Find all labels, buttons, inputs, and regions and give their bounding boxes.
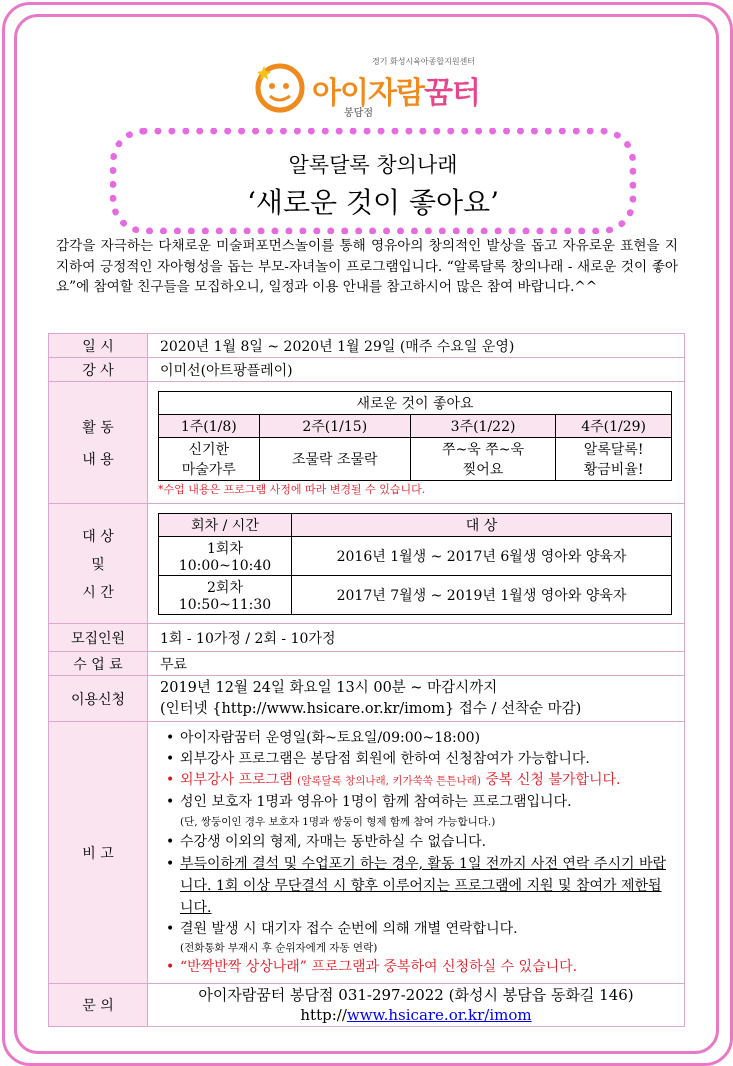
session-1: 1회차 10:00~10:40 [159,536,292,575]
activity-2: 조물락 조물락 [259,437,410,480]
activity-content [148,382,685,504]
logo-branch: 봉담점 [344,108,373,119]
week-1: 1주(1/8) [159,414,260,437]
row-target [49,504,685,624]
apply-label: 이용신청 [49,676,148,722]
info-table [48,333,685,1027]
row-recruit [49,624,685,652]
child-face-icon [252,58,308,114]
apply-value: 2019년 12월 24일 화요일 13시 00분 ~ 마감시까지 (인터넷 {http://www.hsicare.or.kr/imom} 접수 / 선착순 마감) [148,676,685,722]
program-title: ‘새로운 것이 좋아요’ [247,186,499,219]
remark-5: • 수강생 이외의 형제, 자매는 동반하실 수 없습니다. [162,832,674,853]
remark-6: • 부득이하게 결석 및 수업포기 하는 경우, 활동 1일 전까지 사전 연락 주시기 바랍니다. 1회 이상 무단결석 시 향후 이루어지는 프로그램에 지원 및 참여가 제한됩니다. [162,853,674,919]
contact-value: 아이자람꿈터 봉담점 031-297-2022 (화성시 봉담읍 동화길 146) http://www.hsicare.or.kr/imom [148,984,685,1027]
intro-text: 감각을 자극하는 다채로운 미술퍼포먼스놀이를 통해 영유아의 창의적인 발상을 돕고 자유로운 표현을 지지하여 긍정적인 자아형성을 돕는 부모-자녀놀이 프로그램입니다. “알록달록 창의나래 - 새로운 것이 좋아요”에 참여할 친구들을 모집하오니, 일정과 이용 안내를 참고하시어 많은 참여 바랍니다.^^ [56,238,678,295]
week-4: 4주(1/29) [556,414,672,437]
remarks-content [148,722,685,984]
row-remarks [49,722,685,984]
date-label: 일 시 [49,334,148,358]
contact-line: 아이자람꿈터 봉담점 031-297-2022 (화성시 봉담읍 동화길 146) [198,986,634,1004]
remarks-label: 비 고 [49,722,148,984]
target-content [148,504,685,624]
recruit-label: 모집인원 [49,624,148,652]
activity-1: 신기한 마술가루 [159,437,260,480]
logo-org-text: 경기 화성시육아종합지원센터 [372,57,476,66]
instructor-label: 강 사 [49,358,148,382]
fee-label: 수 업 료 [49,652,148,676]
remark-7: • 결원 발생 시 대기자 접수 순번에 의해 개별 연락합니다. (전화통화 부재시 후 순위자에게 자동 연락) [162,919,674,957]
session-header: 회차 / 시간 [159,513,292,536]
activity-label: 활 동 내 용 [49,382,148,504]
activity-table-title: 새로운 것이 좋아요 [159,391,672,414]
row-date [49,334,685,358]
program-subtitle: 알록달록 창의나래 [288,153,458,177]
contact-label: 문 의 [49,984,148,1027]
row-contact [49,984,685,1027]
target-header: 대 상 [292,513,672,536]
activity-note: *수업 내용은 프로그램 사정에 따라 변경될 수 있습니다. [158,482,426,496]
week-2: 2주(1/15) [259,414,410,437]
logo-name: 아이자람꿈터 [312,76,480,111]
activity-4: 알록달록! 황금비율! [556,437,672,480]
logo [252,50,492,120]
target-1: 2016년 1월생 ~ 2017년 6월생 영아와 양육자 [292,536,672,575]
remark-2: • 외부강사 프로그램은 봉담점 회원에 한하여 신청참여가 가능합니다. [162,749,674,770]
fee-value: 무료 [148,652,685,676]
row-apply [49,676,685,722]
remark-1: • 아이자람꿈터 운영일(화~토요일/09:00~18:00) [162,728,674,749]
instructor-value: 이미선(아트팡플레이) [148,358,685,382]
target-2: 2017년 7월생 ~ 2019년 1월생 영아와 양육자 [292,575,672,614]
date-value: 2020년 1월 8일 ~ 2020년 1월 29일 (매주 수요일 운영) [148,334,685,358]
activity-3: 쭈~욱 쭈~욱 찢어요 [410,437,555,480]
remarks-list [162,728,674,978]
title-box [110,128,636,234]
remark-8: • “반짝반짝 상상나래” 프로그램과 중복하여 신청하실 수 있습니다. [162,957,674,978]
target-table [158,513,672,615]
target-label: 대 상 및 시 간 [49,504,148,624]
remark-3: • 외부강사 프로그램 (알록달록 창의나래, 키가쑥쑥 튼튼나래) 중복 신청 불가합니다. [162,770,674,792]
row-activity [49,382,685,504]
contact-url-link[interactable]: www.hsicare.or.kr/imom [346,1006,532,1024]
remark-4: • 성인 보호자 1명과 영유아 1명이 함께 참여하는 프로그램입니다. (단, 쌍둥이인 경우 보호자 1명과 쌍둥이 형제 함께 참여 가능합니다.) [162,792,674,832]
session-2: 2회차 10:50~11:30 [159,575,292,614]
recruit-value: 1회 - 10가정 / 2회 - 10가정 [148,624,685,652]
row-instructor [49,358,685,382]
activity-table [158,391,672,481]
week-3: 3주(1/22) [410,414,555,437]
row-fee [49,652,685,676]
